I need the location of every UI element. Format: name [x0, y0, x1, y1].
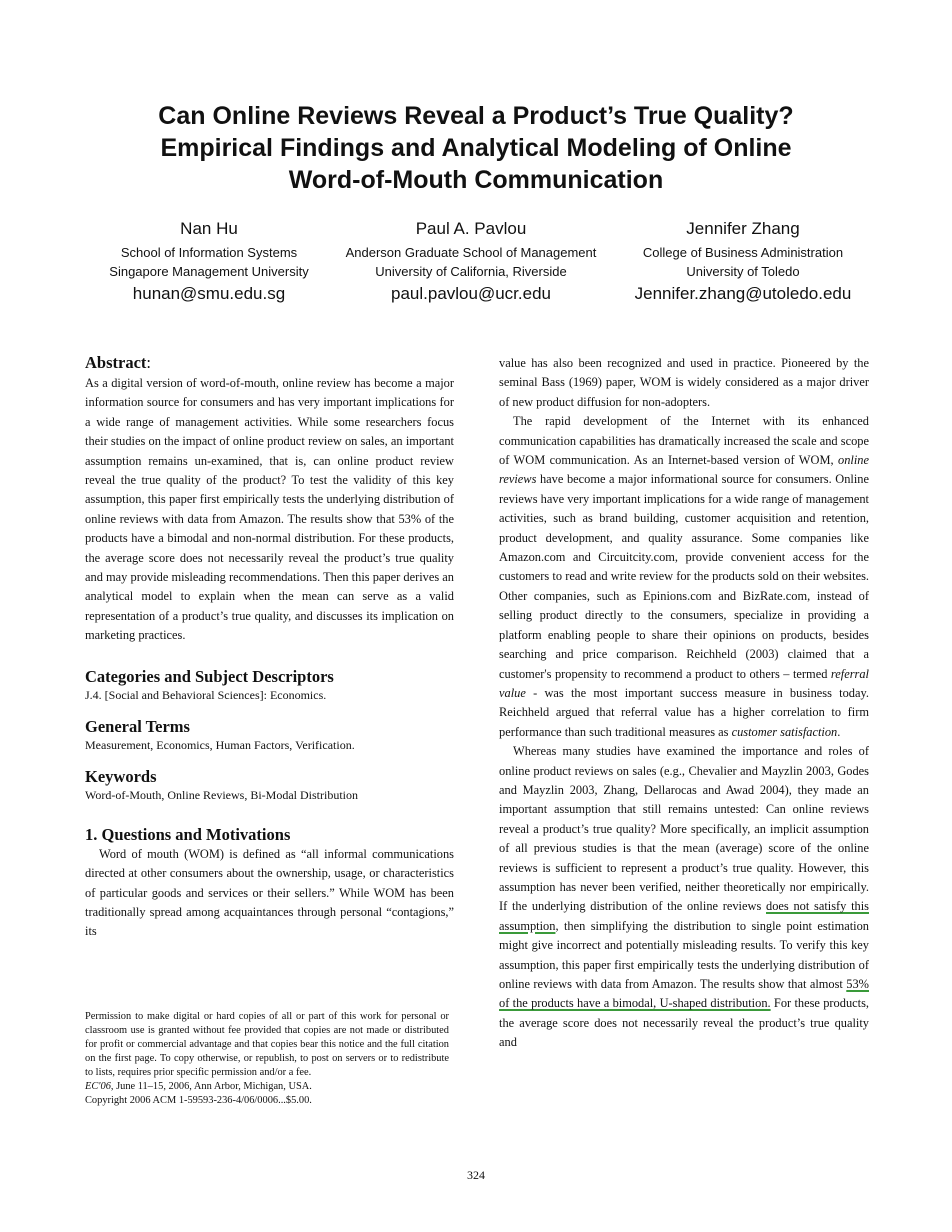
abstract-colon: : [146, 353, 151, 372]
paper-title [60, 100, 892, 196]
author-block-2 [330, 218, 612, 305]
keywords-text: Word-of-Mouth, Online Reviews, Bi-Modal Distribution [85, 787, 359, 802]
permission-notice [85, 1010, 449, 1108]
underlined-phrase: does not satisfy this assumption [499, 899, 869, 933]
author-affiliation: Anderson Graduate School of Management [345, 245, 597, 260]
venue-name: EC'06 [85, 1081, 111, 1092]
underlined-phrase: 53% of the products have a bimodal, U-shaped distribution. [499, 977, 869, 1011]
text-run: , then simplifying the distribution to single point estimation might give incorrect and potentially misleading results. To verify this key assumption, this paper first empirically tests the underlying distribution of online reviews with data from Amazon. The results show that almost [499, 918, 869, 991]
text-run: The rapid development of the Internet with its enhanced communication capabilities has dramatically increased the scale and scope of WOM communication. As an Internet-based version of WOM, [499, 414, 869, 468]
venue-details: , June 11–15, 2006, Ann Arbor, Michigan, USA. [110, 1081, 312, 1092]
page-number: 324 [467, 1168, 485, 1182]
text-run: have become a major informational source for consumers. Online reviews have very important implications for a wide range of management activities, such as brand building, customer acquisition and retention, product development, and quality assurance. Some companies like Amazon.com and Circuitcity.com, provide convenient access for the customers to read and write review for the products sold on their websites. Other companies, such as Epinions.com and BizRate.com, instead of selling product directly to the consumers, specialize in providing a platform enabling people to share their opinions on products, besides searching and price comparison. Reichheld (2003) claimed that a customer's propensity to recommend a product to others – termed [499, 472, 869, 681]
text-run: - was the most important success measure in business today. Reichheld argued that referral value has a higher correlation to firm performance than such traditional measures as [499, 685, 869, 739]
keywords-heading: Keywords [85, 766, 157, 786]
general-terms-text: Measurement, Economics, Human Factors, Verification. [85, 737, 355, 752]
paragraph-internet [499, 412, 869, 742]
general-terms-heading: General Terms [85, 716, 190, 736]
author-email: hunan@smu.edu.sg [132, 284, 286, 303]
title-line-3: Word-of-Mouth Communication [288, 166, 664, 194]
title-line-1: Can Online Reviews Reveal a Product’s True Quality? [158, 102, 794, 130]
author-block-1 [88, 218, 330, 305]
title-line-2: Empirical Findings and Analytical Modeling of Online [160, 134, 792, 162]
section-1-paragraph: Word of mouth (WOM) is defined as “all informal communications directed at other consumers about the ownership, usage, or characteristics of particular goods and services or their sellers.” While WOM has been traditionally spread among acquaintances through personal “contagions,” its [85, 846, 454, 939]
paragraph-assumption [499, 742, 869, 1053]
text-run: For these products, the average score does not necessarily reveal the product’s true quality and [499, 996, 869, 1050]
copyright-line: Copyright 2006 ACM 1-59593-236-4/06/0006...$5.00. [85, 1095, 312, 1106]
author-name: Nan Hu [180, 219, 238, 238]
text-run: Whereas many studies have examined the importance and roles of online product reviews on sales (e.g., Chevalier and Mayzlin 2003, Godes and Mayzlin 2003, Zhang, Dellarocas and Awad 2004), they made an important assumption that still remains untested: Can online reviews reveal a product’s true quality? More specifically, an implicit assumption of all previous studies is that the mean (average) score of the online reviews is sufficient to represent a product’s true quality. However, this assumption has never been verified, neither theoretically nor empirically. If the underlying distribution of the online reviews [499, 744, 869, 914]
emphasis-referral-value: referral value [499, 666, 869, 700]
author-affiliation: School of Information Systems [120, 245, 298, 260]
permission-text: Permission to make digital or hard copies of all or part of this work for personal or classroom use is granted without fee provided that copies are not made or distributed for profit or commercial advantage and that copies bear this notice and the full citation on the first page. To copy otherwise, or republish, to post on servers or to redistribute to lists, requires prior specific permission and/or a fee. [85, 1011, 449, 1078]
abstract-heading [85, 353, 454, 373]
author-institution: University of California, Riverside [375, 264, 567, 279]
author-name: Jennifer Zhang [686, 219, 800, 238]
right-column [499, 354, 869, 1053]
author-institution: Singapore Management University [109, 264, 309, 279]
emphasis-online-reviews: online reviews [499, 453, 869, 487]
author-affiliation: College of Business Administration [642, 245, 844, 260]
author-email: Jennifer.zhang@utoledo.edu [634, 284, 852, 303]
left-column [85, 353, 454, 942]
categories-text: J.4. [Social and Behavioral Sciences]: Economics. [85, 687, 327, 702]
abstract-heading-text: Abstract [85, 353, 147, 372]
venue-line [85, 1080, 449, 1094]
author-block-3 [612, 218, 874, 305]
paragraph-continuation: value has also been recognized and used in practice. Pioneered by the seminal Bass (1969) paper, WOM is widely considered as a major driver of new product diffusion for non-adopters. [499, 356, 869, 409]
author-institution: University of Toledo [686, 264, 800, 279]
categories-heading: Categories and Subject Descriptors [85, 666, 334, 686]
author-email: paul.pavlou@ucr.edu [391, 284, 551, 303]
abstract-text: As a digital version of word-of-mouth, online review has become a major information source for consumers and has very important implications for a wide range of management activities. While some researchers focus their studies on the impact of online product review on sales, an important assumption remains un-examined, that is, can online product review reveal the true quality of the product? To test the validity of this key assumption, this paper first empirically tests the underlying distribution of online reviews with data from Amazon. The results show that 53% of the products have a bimodal and non-normal distribution. For these products, the average score does not necessarily reveal the product’s true quality and may provide misleading recommendations. Then this paper derives an analytical model to explain when the mean can serve as a valid representation of a product’s true quality, and discusses its implication on marketing practices. [85, 376, 454, 643]
emphasis-customer-satisfaction: customer satisfaction [731, 724, 838, 739]
author-name: Paul A. Pavlou [415, 219, 527, 238]
text-run: . [837, 724, 841, 739]
section-1-heading: 1. Questions and Motivations [85, 824, 291, 844]
